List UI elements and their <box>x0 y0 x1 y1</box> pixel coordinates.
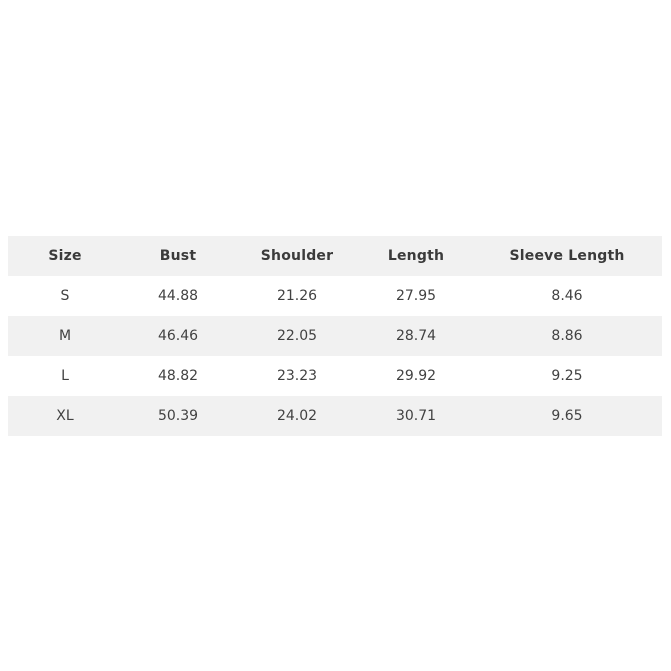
cell-shoulder: 22.05 <box>276 328 318 344</box>
table-header-row <box>8 236 662 276</box>
column-header-shoulder: Shoulder <box>260 248 334 264</box>
column-header-length: Length <box>387 248 445 264</box>
column-header-size: Size <box>48 248 82 264</box>
cell-bust: 50.39 <box>157 408 199 424</box>
cell-length: 30.71 <box>395 408 437 424</box>
cell-shoulder: 23.23 <box>276 368 318 384</box>
cell-bust: 44.88 <box>157 288 199 304</box>
table-row-s <box>8 276 662 316</box>
table-row-xl <box>8 396 662 436</box>
cell-size: L <box>61 368 69 384</box>
cell-length: 27.95 <box>395 288 437 304</box>
cell-length: 29.92 <box>395 368 437 384</box>
cell-size: XL <box>56 408 74 424</box>
cell-size: S <box>60 288 70 304</box>
cell-bust: 46.46 <box>157 328 199 344</box>
cell-shoulder: 21.26 <box>276 288 318 304</box>
cell-sleeve-length: 9.65 <box>551 408 583 424</box>
cell-sleeve-length: 8.86 <box>551 328 583 344</box>
column-header-sleeve-length: Sleeve Length <box>509 248 625 264</box>
column-header-bust: Bust <box>159 248 197 264</box>
cell-size: M <box>58 328 72 344</box>
cell-sleeve-length: 9.25 <box>551 368 583 384</box>
cell-length: 28.74 <box>395 328 437 344</box>
table-row-m <box>8 316 662 356</box>
table-row-l <box>8 356 662 396</box>
cell-bust: 48.82 <box>157 368 199 384</box>
cell-shoulder: 24.02 <box>276 408 318 424</box>
size-chart-table <box>8 236 662 436</box>
cell-sleeve-length: 8.46 <box>551 288 583 304</box>
